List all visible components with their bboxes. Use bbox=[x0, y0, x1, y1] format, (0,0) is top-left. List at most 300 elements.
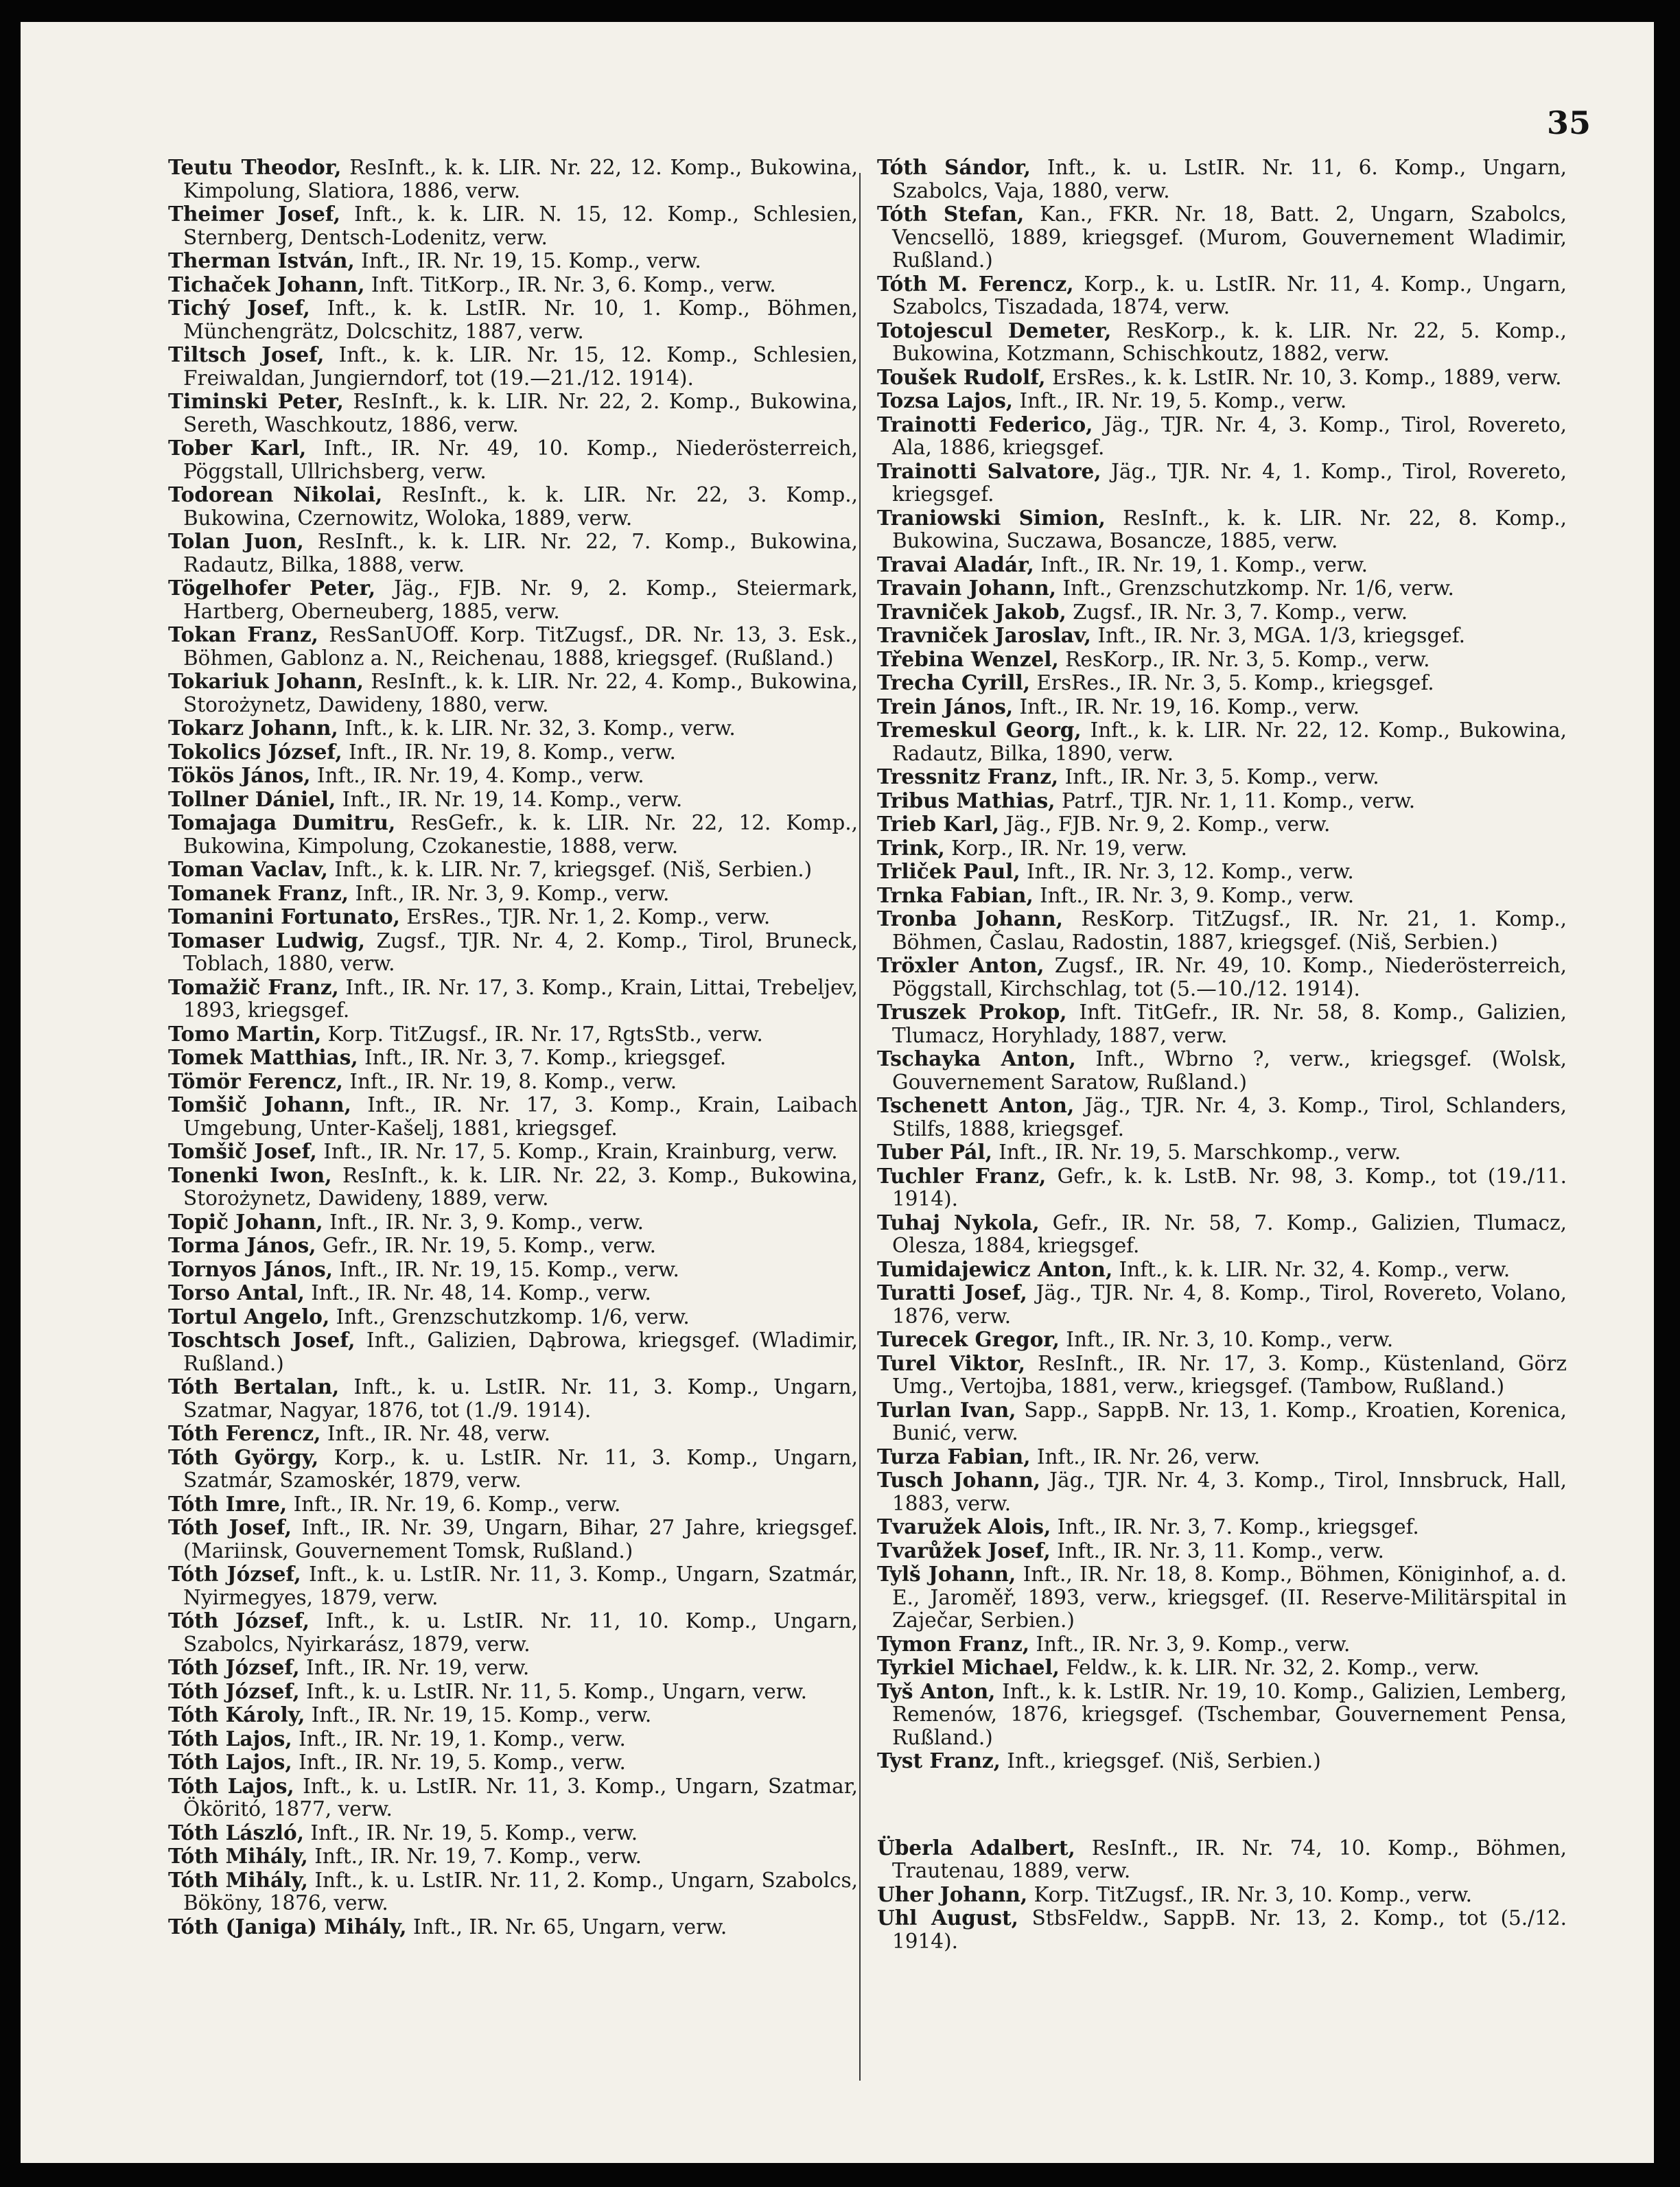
register-entry bbox=[168, 1164, 858, 1211]
entry-details: Inft., IR. Nr. 19, 7. Komp., verw. bbox=[307, 1845, 642, 1868]
entry-name: Toušek Rudolf, bbox=[877, 364, 1046, 389]
entry-details: ResInft., k. k. LIR. Nr. 22, 4. Komp., Bukowina, Storożynetz, Dawideny, 1880, verw. bbox=[183, 670, 858, 716]
entry-details: ErsRes., IR. Nr. 3, 5. Komp., kriegsgef. bbox=[1029, 671, 1434, 694]
entry-name: Trliček Paul, bbox=[877, 859, 1020, 883]
entry-details: Gefr., IR. Nr. 58, 7. Komp., Galizien, Tlumacz, Olesza, 1884, kriegsgef. bbox=[892, 1211, 1567, 1257]
entry-details: Inft., k. k. LIR. Nr. 32, 3. Komp., verw. bbox=[338, 716, 736, 740]
register-entry bbox=[168, 1211, 858, 1235]
register-entry bbox=[877, 695, 1567, 719]
register-entry bbox=[877, 413, 1567, 460]
register-entry bbox=[168, 1093, 858, 1140]
entry-name: Turecek Gregor, bbox=[877, 1327, 1060, 1351]
entry-name: Tylš Johann, bbox=[877, 1562, 1016, 1586]
register-entry bbox=[168, 1046, 858, 1070]
entry-name: Trein János, bbox=[877, 694, 1014, 718]
entry-details: Inft., k. u. LstIR. Nr. 11, 2. Komp., Ungarn, Szabolcs, Bököny, 1876, verw. bbox=[183, 1868, 859, 1915]
entry-details: Inft., k. u. LstIR. Nr. 11, 3. Komp., Ungarn, Szatmar, Nagyar, 1876, tot (1./9. 1914). bbox=[183, 1375, 858, 1422]
entry-name: Toschtsch Josef, bbox=[168, 1328, 355, 1352]
entry-details: ResInft., k. k. LIR. Nr. 22, 3. Komp., Bukowina, Storożynetz, Dawideny, 1889, verw. bbox=[183, 1163, 858, 1210]
entry-details: Inft., IR. Nr. 19, 15. Komp., verw. bbox=[333, 1257, 679, 1281]
entry-name: Tóth Ferencz, bbox=[168, 1421, 321, 1445]
register-entry bbox=[168, 740, 858, 764]
entry-name: Tozsa Lajos, bbox=[877, 388, 1014, 412]
entry-details: Inft., IR. Nr. 17, 3. Komp., Krain, Littai, Trebeljev, 1893, kriegsgef. bbox=[183, 975, 858, 1022]
entry-name: Tribus Mathias, bbox=[877, 788, 1055, 812]
register-entry bbox=[877, 1047, 1567, 1094]
entry-details: Jäg., TJR. Nr. 4, 8. Komp., Tirol, Rovereto, Volano, 1876, verw. bbox=[892, 1281, 1567, 1328]
entry-name: Teutu Theodor, bbox=[168, 155, 342, 179]
entry-details: ResKorp., k. k. LIR. Nr. 22, 5. Komp., Bukowina, Kotzmann, Schischkoutz, 1882, verw. bbox=[892, 318, 1567, 365]
entry-name: Travniček Jaroslav, bbox=[877, 623, 1091, 647]
column-divider bbox=[859, 173, 861, 2081]
entry-details: Inft., IR. Nr. 3, 9. Komp., verw. bbox=[323, 1210, 644, 1234]
register-entry bbox=[877, 366, 1567, 390]
left-column bbox=[168, 156, 858, 1939]
entry-name: Traniowski Simion, bbox=[877, 505, 1106, 530]
register-entry bbox=[168, 483, 858, 530]
entry-details: Inft., k. k. LstIR. Nr. 19, 10. Komp., Galizien, Lemberg, Remenów, 1876, kriegsgef. (Tschembar, Gouvernement Pensa, Rußland.) bbox=[892, 1679, 1567, 1749]
entry-name: Turlan Ivan, bbox=[877, 1397, 1016, 1422]
entry-name: Trainotti Salvatore, bbox=[877, 458, 1101, 483]
register-entry bbox=[877, 553, 1567, 577]
register-entry bbox=[168, 249, 858, 273]
entry-name: Tóth József, bbox=[168, 1609, 310, 1633]
entry-details: Inft., IR. Nr. 19, 15. Komp., verw. bbox=[354, 249, 701, 272]
register-entry bbox=[877, 624, 1567, 648]
entry-details: Inft., IR. Nr. 19, 6. Komp., verw. bbox=[287, 1492, 621, 1516]
entry-name: Trnka Fabian, bbox=[877, 882, 1034, 907]
entry-details: ResInft., k. k. LIR. Nr. 22, 12. Komp., Bukowina, Kimpolung, Slatiora, 1886, verw. bbox=[183, 156, 858, 202]
entry-name: Tomo Martin, bbox=[168, 1021, 322, 1046]
register-entry bbox=[168, 343, 858, 390]
entry-name: Tiltsch Josef, bbox=[168, 342, 325, 366]
register-entry bbox=[168, 811, 858, 858]
entry-details: Inft., IR. Nr. 3, 5. Komp., verw. bbox=[1058, 765, 1379, 788]
entry-details: Inft., IR. Nr. 26, verw. bbox=[1030, 1445, 1261, 1469]
entry-details: Inft., IR. Nr. 17, 3. Komp., Krain, Laibach Umgebung, Unter-Kašelj, 1881, kriegsgef. bbox=[183, 1093, 858, 1140]
register-entry bbox=[877, 860, 1567, 884]
register-entry bbox=[877, 1001, 1567, 1047]
entry-details: Inft., IR. Nr. 19, 14. Komp., verw. bbox=[336, 787, 683, 811]
entry-name: Tokariuk Johann, bbox=[168, 669, 364, 693]
entry-details: Inft., IR. Nr. 19, 1. Komp., verw. bbox=[292, 1727, 626, 1751]
entry-details: Inft. TitGefr., IR. Nr. 58, 8. Komp., Galizien, Tlumacz, Horyhlady, 1887, verw. bbox=[892, 1001, 1567, 1047]
register-entry bbox=[168, 1305, 858, 1329]
entry-details: Inft., IR. Nr. 3, 9. Komp., verw. bbox=[1033, 883, 1355, 907]
entry-details: Inft., IR. Nr. 19, 16. Komp., verw. bbox=[1013, 694, 1360, 718]
register-entry bbox=[168, 273, 858, 297]
entry-name: Tóth Károly, bbox=[168, 1703, 305, 1727]
register-entry bbox=[877, 1656, 1567, 1680]
entry-details: ErsRes., TJR. Nr. 1, 2. Komp., verw. bbox=[399, 905, 771, 928]
register-entry bbox=[168, 1516, 858, 1563]
entry-details: Inft., IR. Nr. 3, 9. Komp., verw. bbox=[349, 881, 670, 905]
entry-details: Inft., IR. Nr. 3, MGA. 1/3, kriegsgef. bbox=[1090, 624, 1465, 647]
entry-details: Jäg., FJB. Nr. 9, 2. Komp., Steiermark, Hartberg, Oberneuberg, 1885, verw. bbox=[183, 576, 858, 623]
entry-details: Inft., IR. Nr. 48, 14. Komp., verw. bbox=[304, 1281, 651, 1305]
register-entry bbox=[877, 1399, 1567, 1445]
entry-details: Jäg., TJR. Nr. 4, 1. Komp., Tirol, Rovereto, kriegsgef. bbox=[892, 459, 1567, 506]
entry-details: ErsRes., k. k. LstIR. Nr. 10, 3. Komp., 1889, verw. bbox=[1045, 365, 1562, 389]
register-entry bbox=[877, 954, 1567, 1001]
entry-name: Tóth Lajos, bbox=[168, 1750, 292, 1774]
register-entry bbox=[168, 1656, 858, 1680]
entry-name: Tortul Angelo, bbox=[168, 1304, 330, 1329]
register-entry bbox=[877, 1281, 1567, 1328]
entry-name: Tollner Dániel, bbox=[168, 786, 336, 811]
register-entry bbox=[877, 1563, 1567, 1633]
entry-details: Inft., IR. Nr. 19, 15. Komp., verw. bbox=[305, 1703, 652, 1727]
register-entry bbox=[168, 1915, 858, 1939]
register-entry bbox=[877, 1165, 1567, 1211]
entry-name: Tolan Juon, bbox=[168, 529, 304, 553]
entry-name: Tóth (Janiga) Mihály, bbox=[168, 1914, 407, 1939]
entry-details: ResSanUOff. Korp. TitZugsf., DR. Nr. 13, 3. Esk., Böhmen, Gablonz a. N., Reichenau, 1888, kriegsgef. (Rußland.) bbox=[183, 623, 858, 670]
entry-name: Tomanini Fortunato, bbox=[168, 904, 400, 928]
entry-details: Jäg., FJB. Nr. 9, 2. Komp., verw. bbox=[999, 812, 1331, 836]
entry-details: Inft., Wbrno ?, verw., kriegsgef. (Wolsk, Gouvernement Saratow, Rußland.) bbox=[892, 1047, 1567, 1094]
entry-details: Inft., IR. Nr. 49, 10. Komp., Niederösterreich, Pöggstall, Ullrichsberg, verw. bbox=[183, 436, 858, 483]
entry-name: Tremeskul Georg, bbox=[877, 718, 1082, 742]
entry-name: Tóth József, bbox=[168, 1562, 301, 1586]
entry-details: Inft., k. k. LIR. N. 15, 12. Komp., Schlesien, Sternberg, Dentsch-Lodenitz, verw. bbox=[183, 202, 858, 249]
entry-name: Tressnitz Franz, bbox=[877, 764, 1059, 788]
entry-name: Uher Johann, bbox=[877, 1882, 1028, 1906]
register-entry bbox=[168, 390, 858, 436]
register-entry bbox=[168, 976, 858, 1022]
entry-name: Tomšič Josef, bbox=[168, 1139, 317, 1163]
entry-name: Therman István, bbox=[168, 248, 355, 272]
entry-details: Inft., IR. Nr. 19, 5. Komp., verw. bbox=[1013, 389, 1347, 412]
entry-details: Inft., Grenzschutzkomp. 1/6, verw. bbox=[329, 1305, 690, 1329]
entry-name: Tomajaga Dumitru, bbox=[168, 810, 396, 834]
entry-details: Zugsf., TJR. Nr. 4, 2. Komp., Tirol, Bruneck, Toblach, 1880, verw. bbox=[183, 928, 859, 975]
register-entry bbox=[168, 1703, 858, 1727]
entry-name: Třebina Wenzel, bbox=[877, 646, 1059, 671]
section-gap bbox=[877, 1773, 1567, 1836]
entry-name: Todorean Nikolai, bbox=[168, 482, 383, 506]
entry-name: Tögelhofer Peter, bbox=[168, 576, 376, 600]
register-entry bbox=[168, 905, 858, 929]
register-entry bbox=[168, 1329, 858, 1375]
register-entry bbox=[877, 718, 1567, 765]
entry-details: Inft., IR. Nr. 3, 7. Komp., kriegsgef. bbox=[1051, 1515, 1419, 1539]
register-entry bbox=[168, 929, 858, 976]
entry-name: Tschenett Anton, bbox=[877, 1093, 1075, 1117]
entry-name: Tober Karl, bbox=[168, 436, 307, 460]
register-entry bbox=[168, 202, 858, 249]
register-entry bbox=[877, 1539, 1567, 1563]
entry-name: Tumidajewicz Anton, bbox=[877, 1256, 1113, 1281]
entry-name: Uhl August, bbox=[877, 1906, 1018, 1930]
entry-name: Tornyos János, bbox=[168, 1256, 334, 1281]
entry-name: Tuhaj Nykola, bbox=[877, 1210, 1040, 1235]
register-entry bbox=[168, 1869, 858, 1915]
entry-name: Tschayka Anton, bbox=[877, 1046, 1076, 1071]
entry-details: Sapp., SappB. Nr. 13, 1. Komp., Kroatien, Korenica, Bunić, verw. bbox=[892, 1398, 1567, 1445]
entry-details: Inft., IR. Nr. 3, 12. Komp., verw. bbox=[1020, 860, 1354, 883]
entry-details: Inft., IR. Nr. 19, 8. Komp., verw. bbox=[342, 740, 676, 764]
register-entry bbox=[168, 1775, 858, 1821]
entry-name: Tichý Josef, bbox=[168, 296, 310, 320]
entry-details: Inft., k. u. LstIR. Nr. 11, 3. Komp., Ungarn, Szatmár, Nyirmegyes, 1879, verw. bbox=[183, 1563, 858, 1609]
entry-name: Tömör Ferencz, bbox=[168, 1068, 343, 1093]
entry-details: ResInft., k. k. LIR. Nr. 22, 7. Komp., Bukowina, Radautz, Bilka, 1888, verw. bbox=[183, 530, 858, 576]
register-entry bbox=[877, 1680, 1567, 1750]
entry-details: Inft., k. u. LstIR. Nr. 11, 10. Komp., Ungarn, Szabolcs, Nyirkarász, 1879, verw. bbox=[183, 1609, 858, 1656]
entry-name: Tymon Franz, bbox=[877, 1631, 1030, 1656]
entry-details: Inft., IR. Nr. 3, 10. Komp., verw. bbox=[1059, 1328, 1394, 1351]
entry-details: ResInft., IR. Nr. 74, 10. Komp., Böhmen, Trautenau, 1889, verw. bbox=[892, 1836, 1567, 1882]
entry-details: Inft., kriegsgef. (Niš, Serbien.) bbox=[1000, 1749, 1321, 1773]
entry-name: Tóth Lajos, bbox=[168, 1773, 294, 1798]
register-entry bbox=[877, 837, 1567, 861]
entry-details: Korp. TitZugsf., IR. Nr. 17, RgtsStb., verw. bbox=[321, 1022, 763, 1046]
register-entry bbox=[877, 272, 1567, 319]
register-entry bbox=[877, 1883, 1567, 1907]
entry-details: Gefr., IR. Nr. 19, 5. Komp., verw. bbox=[316, 1234, 656, 1257]
register-entry bbox=[877, 319, 1567, 366]
entry-name: Tröxler Anton, bbox=[877, 953, 1045, 977]
entry-name: Torso Antal, bbox=[168, 1280, 305, 1305]
entry-name: Tóth M. Ferencz, bbox=[877, 271, 1074, 296]
entry-details: Patrf., TJR. Nr. 1, 11. Komp., verw. bbox=[1055, 788, 1416, 812]
register-entry bbox=[877, 460, 1567, 506]
entry-name: Tvaružek Alois, bbox=[877, 1514, 1051, 1539]
entry-name: Tóth Sándor, bbox=[877, 155, 1031, 179]
register-entry bbox=[168, 1422, 858, 1446]
entry-details: Jäg., TJR. Nr. 4, 3. Komp., Tirol, Rovereto, Ala, 1886, kriegsgef. bbox=[892, 412, 1567, 459]
entry-name: Trainotti Federico, bbox=[877, 412, 1093, 436]
entry-name: Tvarůžek Josef, bbox=[877, 1538, 1051, 1563]
entry-name: Toman Vaclav, bbox=[168, 857, 328, 881]
register-entry bbox=[877, 1352, 1567, 1399]
register-entry bbox=[168, 764, 858, 788]
register-entry bbox=[168, 788, 858, 812]
register-entry bbox=[168, 1140, 858, 1164]
entry-details: Kan., FKR. Nr. 18, Batt. 2, Ungarn, Szabolcs, Vencsellö, 1889, kriegsgef. (Murom, Gouvernement Wladimir, Rußland.) bbox=[892, 202, 1567, 272]
register-entry bbox=[877, 1258, 1567, 1282]
entry-name: Tomažič Franz, bbox=[168, 974, 339, 999]
entry-details: Zugsf., IR. Nr. 3, 7. Komp., verw. bbox=[1066, 600, 1408, 624]
register-entry bbox=[168, 858, 858, 882]
entry-name: Travniček Jakob, bbox=[877, 599, 1066, 624]
register-entry bbox=[168, 156, 858, 202]
register-entry bbox=[877, 202, 1567, 272]
entry-details: ResInft., k. k. LIR. Nr. 22, 3. Komp., Bukowina, Czernowitz, Woloka, 1889, verw. bbox=[183, 483, 859, 530]
entry-details: Inft., k. k. LIR. Nr. 7, kriegsgef. (Niš, Serbien.) bbox=[327, 858, 813, 881]
register-entry bbox=[168, 1727, 858, 1751]
register-entry bbox=[168, 716, 858, 740]
entry-details: ResInft., IR. Nr. 17, 3. Komp., Küstenland, Görz Umg., Vertojba, 1881, verw., kriegsgef. (Tambow, Rußland.) bbox=[892, 1351, 1567, 1398]
entry-name: Tokarz Johann, bbox=[168, 716, 338, 740]
register-entry bbox=[168, 576, 858, 623]
entry-details: Inft., IR. Nr. 19, 4. Komp., verw. bbox=[310, 764, 644, 787]
entry-details: Inft., IR. Nr. 19, 1. Komp., verw. bbox=[1034, 552, 1368, 576]
entry-name: Tomšič Johann, bbox=[168, 1092, 351, 1116]
register-entry bbox=[877, 1094, 1567, 1141]
register-entry bbox=[877, 907, 1567, 954]
entry-name: Totojescul Demeter, bbox=[877, 318, 1112, 342]
entry-name: Tronba Johann, bbox=[877, 907, 1064, 931]
entry-name: Tóth Mihály, bbox=[168, 1867, 308, 1892]
register-entry bbox=[877, 600, 1567, 624]
entry-name: Tomek Matthias, bbox=[168, 1045, 358, 1069]
entry-details: Inft. TitKorp., IR. Nr. 3, 6. Komp., verw. bbox=[364, 272, 776, 296]
entry-details: Korp. TitZugsf., IR. Nr. 3, 10. Komp., verw. bbox=[1027, 1882, 1472, 1906]
entry-details: Korp., k. u. LstIR. Nr. 11, 3. Komp., Ungarn, Szatmár, Szamoskér, 1879, verw. bbox=[183, 1445, 858, 1492]
entry-details: Korp., k. u. LstIR. Nr. 11, 4. Komp., Ungarn, Szabolcs, Tiszadada, 1874, verw. bbox=[892, 272, 1567, 318]
entry-name: Topič Johann, bbox=[168, 1209, 323, 1234]
register-entry bbox=[877, 812, 1567, 837]
entry-name: Tóth Stefan, bbox=[877, 202, 1025, 226]
register-entry bbox=[168, 882, 858, 906]
entry-details: Korp., IR. Nr. 19, verw. bbox=[944, 836, 1187, 860]
register-entry bbox=[168, 530, 858, 576]
entry-name: Trieb Karl, bbox=[877, 812, 999, 836]
register-entry bbox=[168, 1493, 858, 1517]
register-entry bbox=[877, 1141, 1567, 1165]
entry-details: Inft., k. u. LstIR. Nr. 11, 6. Komp., Ungarn, Szabolcs, Vaja, 1880, verw. bbox=[892, 156, 1567, 202]
entry-details: ResKorp., IR. Nr. 3, 5. Komp., verw. bbox=[1058, 647, 1430, 671]
entry-name: Tóth Josef, bbox=[168, 1515, 292, 1539]
entry-details: Inft., IR. Nr. 19, 5. Komp., verw. bbox=[303, 1821, 638, 1845]
register-entry bbox=[877, 576, 1567, 600]
register-entry bbox=[168, 1563, 858, 1609]
entry-name: Trink, bbox=[877, 835, 945, 860]
entry-details: Inft., IR. Nr. 3, 9. Komp., verw. bbox=[1029, 1632, 1351, 1656]
register-entry bbox=[877, 1328, 1567, 1352]
register-entry bbox=[168, 1258, 858, 1282]
register-entry bbox=[168, 1751, 858, 1775]
register-entry bbox=[877, 156, 1567, 202]
entry-name: Travain Johann, bbox=[877, 576, 1057, 600]
register-entry bbox=[877, 1211, 1567, 1258]
entry-details: Inft., IR. Nr. 17, 5. Komp., Krain, Krainburg, verw. bbox=[316, 1140, 838, 1163]
entry-name: Tóth Imre, bbox=[168, 1491, 288, 1516]
entry-name: Tokolics József, bbox=[168, 739, 342, 764]
register-entry bbox=[877, 1445, 1567, 1469]
entry-name: Turatti Josef, bbox=[877, 1280, 1027, 1305]
register-entry bbox=[877, 1469, 1567, 1515]
register-entry bbox=[877, 1633, 1567, 1657]
entry-details: ResInft., k. k. LIR. Nr. 22, 2. Komp., Bukowina, Sereth, Waschkoutz, 1886, verw. bbox=[183, 390, 858, 436]
register-entry bbox=[168, 670, 858, 716]
register-entry bbox=[877, 884, 1567, 908]
entry-name: Tonenki Iwon, bbox=[168, 1162, 332, 1187]
entry-name: Tóth Bertalan, bbox=[168, 1375, 340, 1399]
entry-name: Tóth József, bbox=[168, 1679, 300, 1703]
entry-details: Inft., Galizien, Dąbrowa, kriegsgef. (Wladimir, Rußland.) bbox=[183, 1329, 858, 1375]
entry-name: Tokan Franz, bbox=[168, 622, 318, 646]
register-entry bbox=[877, 671, 1567, 695]
entry-name: Tóth László, bbox=[168, 1820, 304, 1845]
entry-name: Tuber Pál, bbox=[877, 1140, 992, 1164]
register-entry bbox=[168, 1609, 858, 1656]
entry-details: Inft., IR. Nr. 3, 7. Komp., kriegsgef. bbox=[358, 1046, 727, 1069]
entry-name: Tóth József, bbox=[168, 1655, 300, 1679]
register-entry bbox=[168, 1845, 858, 1869]
entry-details: ResGefr., k. k. LIR. Nr. 22, 12. Komp., Bukowina, Kimpolung, Czokanestie, 1888, verw. bbox=[183, 811, 858, 858]
register-entry bbox=[168, 1680, 858, 1704]
entry-name: Tomaser Ludwig, bbox=[168, 928, 366, 952]
register-entry bbox=[168, 1070, 858, 1094]
entry-details: Jäg., TJR. Nr. 4, 3. Komp., Tirol, Innsbruck, Hall, 1883, verw. bbox=[892, 1469, 1567, 1515]
register-entry bbox=[168, 1022, 858, 1046]
register-entry bbox=[877, 389, 1567, 413]
register-entry bbox=[877, 1515, 1567, 1539]
register-entry bbox=[168, 1446, 858, 1493]
register-entry bbox=[168, 1821, 858, 1845]
register-entry bbox=[168, 623, 858, 670]
entry-details: ResInft., k. k. LIR. Nr. 22, 8. Komp., Bukowina, Suczawa, Bosancze, 1885, verw. bbox=[892, 506, 1567, 552]
entry-name: Tóth Mihály, bbox=[168, 1844, 308, 1868]
entry-name: Tóth Lajos, bbox=[168, 1726, 292, 1751]
entry-details: StbsFeldw., SappB. Nr. 13, 2. Komp., tot (5./12. 1914). bbox=[892, 1906, 1567, 1953]
entry-details: Inft., IR. Nr. 19, 5. Marschkomp., verw. bbox=[992, 1141, 1401, 1164]
entry-details: ResKorp. TitZugsf., IR. Nr. 21, 1. Komp., Böhmen, Časlau, Radostin, 1887, kriegsgef. (Niš, Serbien.) bbox=[892, 907, 1567, 954]
register-entry bbox=[877, 648, 1567, 672]
entry-details: Inft., IR. Nr. 18, 8. Komp., Böhmen, Königinhof, a. d. E., Jaroměř, 1893, verw., kriegsgef. (II. Reserve-Militärspital in Zaječar, Serbien.) bbox=[892, 1563, 1567, 1632]
entry-details: Inft., IR. Nr. 19, verw. bbox=[299, 1656, 530, 1679]
register-entry bbox=[877, 506, 1567, 553]
entry-name: Tomanek Franz, bbox=[168, 880, 349, 905]
entry-name: Tökös János, bbox=[168, 763, 311, 787]
register-entry bbox=[877, 1906, 1567, 1953]
register-entry bbox=[168, 1375, 858, 1422]
register-entry bbox=[168, 1281, 858, 1305]
page-number: 35 bbox=[1546, 104, 1591, 141]
entry-details: Jäg., TJR. Nr. 4, 3. Komp., Tirol, Schlanders, Stilfs, 1888, kriegsgef. bbox=[892, 1094, 1567, 1141]
entry-details: Inft., k. k. LIR. Nr. 22, 12. Komp., Bukowina, Radautz, Bilka, 1890, verw. bbox=[892, 718, 1567, 765]
entry-name: Torma János, bbox=[168, 1233, 316, 1257]
entry-details: Inft., IR. Nr. 19, 8. Komp., verw. bbox=[342, 1069, 677, 1093]
entry-details: Gefr., k. k. LstB. Nr. 98, 3. Komp., tot (19./11. 1914). bbox=[892, 1164, 1567, 1211]
entry-name: Tyš Anton, bbox=[877, 1679, 996, 1703]
register-entry bbox=[877, 1836, 1567, 1883]
entry-name: Trecha Cyrill, bbox=[877, 670, 1030, 694]
entry-details: Inft., k. k. LstIR. Nr. 10, 1. Komp., Böhmen, Münchengrätz, Dolcschitz, 1887, verw. bbox=[183, 296, 858, 343]
entry-details: Inft., IR. Nr. 19, 5. Komp., verw. bbox=[292, 1751, 626, 1774]
entry-details: Feldw., k. k. LIR. Nr. 32, 2. Komp., verw. bbox=[1059, 1656, 1480, 1679]
entry-name: Turza Fabian, bbox=[877, 1444, 1031, 1469]
register-entry bbox=[168, 436, 858, 483]
entry-details: Inft., k. u. LstIR. Nr. 11, 5. Komp., Ungarn, verw. bbox=[299, 1679, 807, 1703]
entry-name: Theimer Josef, bbox=[168, 202, 341, 226]
entry-name: Überla Adalbert, bbox=[877, 1835, 1075, 1860]
entry-name: Truszek Prokop, bbox=[877, 1000, 1067, 1024]
entry-details: Inft., IR. Nr. 3, 11. Komp., verw. bbox=[1050, 1539, 1384, 1563]
entry-details: Inft., IR. Nr. 65, Ungarn, verw. bbox=[406, 1915, 727, 1939]
entry-name: Timinski Peter, bbox=[168, 389, 344, 413]
entry-name: Turel Viktor, bbox=[877, 1350, 1026, 1375]
register-entry bbox=[168, 296, 858, 343]
entry-details: Inft., k. k. LIR. Nr. 32, 4. Komp., verw. bbox=[1112, 1257, 1510, 1281]
entry-details: Zugsf., IR. Nr. 49, 10. Komp., Niederösterreich, Pöggstall, Kirchschlag, tot (5.—10./12. 1914). bbox=[892, 954, 1567, 1001]
entry-name: Tichaček Johann, bbox=[168, 272, 365, 296]
entry-name: Tóth György, bbox=[168, 1445, 319, 1469]
entry-name: Tusch Johann, bbox=[877, 1468, 1041, 1492]
right-column bbox=[877, 156, 1567, 1953]
register-entry bbox=[877, 789, 1567, 813]
entry-name: Tyst Franz, bbox=[877, 1749, 1001, 1773]
entry-details: Inft., IR. Nr. 48, verw. bbox=[320, 1422, 551, 1445]
register-entry bbox=[877, 1749, 1567, 1773]
register-entry bbox=[168, 1234, 858, 1258]
register-entry bbox=[877, 765, 1567, 789]
entry-name: Travai Aladár, bbox=[877, 552, 1034, 576]
entry-details: Inft., k. u. LstIR. Nr. 11, 3. Komp., Ungarn, Szatmar, Ököritó, 1877, verw. bbox=[183, 1774, 858, 1821]
